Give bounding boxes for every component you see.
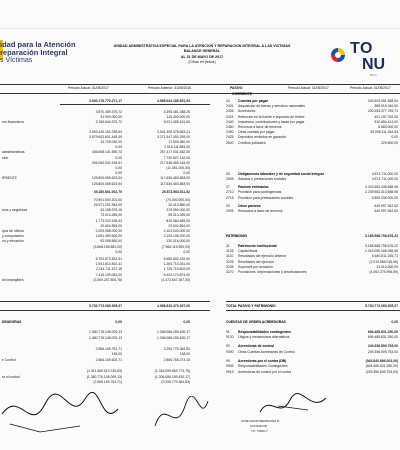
asset-row-current: 2.209.088.000,00 [95,229,122,233]
equity-label: Superávit por donación [238,264,273,269]
debtor-row-previous: (3.295.779.384,83) [161,380,190,385]
asset-row-current: 3.579.602.601.448,49 [89,134,122,139]
creditor-code: 9905 [226,364,234,369]
asset-row-current: 39.180.801.002,70 [93,189,122,194]
asset-grand-current: 5.730.773.083.305,37 [89,304,122,308]
liabilities-current-title: CORRIENTE [232,92,252,96]
creditor-label: Acreedoras de control por el contra [238,369,291,374]
asset-total-current: 3.600.176.770.271,17 [89,99,122,103]
asset-row-current: 294.060.031.918,51 [91,160,122,165]
creditor-label: Responsabilidades Contingentes [238,364,288,369]
liability-value: 386.015.340,00 [374,104,398,109]
asset-row-current: 0,00 [115,155,122,160]
liability-code: 24 [226,99,230,103]
asset-row-previous: 815.364.489,00 [166,218,190,223]
creditor-value: 249.356.509.753,00 [367,344,398,349]
liability-code: 2600 [226,140,234,145]
creditor-value: (943.840.666.003,00) [365,358,398,363]
asset-row-previous: 219.050.000,00 [166,208,190,213]
debtor-row-previous: 148,00 [179,352,190,357]
asset-row-current: 63.158.975,16 [100,208,122,213]
creditor-code: 99 [226,358,230,363]
liability-label: Impuestos, contribuciones y tasas por pagar [238,119,305,124]
debtor-row-current: 1.380.776.145.009,13 [89,330,122,334]
logo-line-3: s Víctimas [0,57,33,64]
debtor-row-previous: 3.295.779.384,83 [163,346,190,351]
liability-code: 25 [226,172,230,176]
asset-row-previous: 17.505.380,00 [168,140,190,144]
liability-label: Adquisición de bienes y servicios nacionales [238,104,305,109]
right-col-current-2: Periodo Actual: 31/05/2017 [350,86,391,90]
creditor-value: 694.485.831.250,00 [367,330,398,334]
asset-row-current: 3.593.426.154.785,64 [89,129,122,134]
liability-value: 4.574.711.000,00 [371,177,398,182]
column-header-band [0,84,400,94]
asset-row-previous: 257.417.031.482,50 [159,150,190,155]
liability-label: Cuentas por pagar [238,99,268,103]
total-liabilities-equity-value: 5.730.773.083.305,37 [365,304,398,308]
liability-value: 2.243.483.448.658,98 [365,185,398,190]
asset-row-previous: 5.423.174.874,00 [163,272,190,277]
asset-row-previous: 1.264.714.261,00 [163,262,190,267]
creditor-label: Acreedoras de control [238,344,274,349]
liability-code: 2424 [226,114,234,119]
asset-row-current: 129.800.055.623,54 [91,181,122,186]
debtor-row-current: 1.380.776.145.009,13 [89,335,122,340]
liability-value: 39.005.111.264,93 [370,130,398,135]
creditor-code: 9120 [226,335,234,340]
debtor-row-previous: 2.865.765.274,15 [163,358,190,362]
debtor-row-previous: 1.306.086.159.430,17 [157,330,190,334]
debtor-row-current: 2.566.169.751,71 [95,346,122,351]
liability-label: Depósitos recibidos en garantía [238,135,286,140]
asset-row-previous: 0,00 [183,249,190,254]
asset-row-previous: 6.680.602.420,00 [163,257,190,261]
asset-row-current: 2.244.711.157,18 [95,267,122,272]
asset-row-current: 26.971.291.984,00 [93,203,122,207]
liability-label: Recaudos a favor de terceros [238,208,283,213]
liability-value: 3.500.035.000,00 [371,195,398,200]
asset-row-label: mos y seguridad [2,208,27,213]
equity-code: 3110 [226,254,234,259]
creditor-code: 93 [226,344,230,349]
liability-code: 2425 [226,135,234,140]
asset-row-previous: (70.000.000,00) [166,197,190,202]
report-title: BALANCE GENERAL [183,49,221,54]
liability-label: Obligaciones laborales y de seguridad social integral [238,172,324,176]
debtor-row-current: 148,00 [111,352,122,357]
asset-row-previous: 3.395.481.288,25 [163,110,190,114]
asset-row-previous: 130.016.000,00 [166,239,190,244]
asset-row-label: y computación [2,234,24,239]
asset-row-label: ón y elevación [2,239,24,244]
asset-row-previous: (11.451.000,00) [166,166,190,170]
liability-value: 401.197.762,00 [374,114,398,119]
liability-label: Pasivos estimados [238,185,269,190]
document-header [92,44,312,66]
asset-row-current: (3.866.155.881,00) [93,244,122,249]
asset-row-current: 92.098.850,00 [100,239,122,244]
entity-title: UNIDAD ADMINISTRATIVA ESPECIAL PARA LA ATENCION Y REPARACION INTEGRAL A LAS VICTIMAS [113,44,291,48]
asset-row-previous: 2.105.108.200,00 [163,234,190,239]
signatory-tp: T.P. 73806-T [251,429,268,433]
debtor-orders-title: DEUDORAS [2,320,22,324]
liability-label: Créditos judiciales [238,140,266,145]
asset-row-current: (3.069.257.804,78) [93,277,122,282]
creditor-value: (694.485.831.250,00) [365,364,398,369]
right-col-current: Periodo Actual: 31/05/2017 [288,86,329,90]
asset-row-label: administrativas [2,150,25,155]
gov-logo-line-2: NU [362,56,386,73]
asset-row-current: 0,00 [115,166,122,170]
equity-title: PATRIMONIO [226,234,248,238]
left-col-previous: Periodo Anterior: 31/05/2016 [148,86,192,90]
equity-code: 3225 [226,259,234,264]
liability-value: 6.683.000,00 [378,125,398,129]
liability-code: 27 [226,185,230,190]
equity-value: 23.010.000,00 [376,264,398,269]
creditor-value: 694.485.831.250,00 [367,335,398,340]
creditor-label: Acreedoras por el contra (DB) [238,358,287,363]
gov-logo-small: PA C [370,73,377,77]
equity-code: 31 [226,244,230,248]
total-liabilities-equity-label: TOTAL PASIVO Y PATRIMONIO [226,304,276,308]
government-logo [350,41,400,77]
asset-row-previous: 20.604.854,00 [168,223,190,228]
liability-value: 0,00 [391,135,398,140]
debtor-row-previous: (1.306.086.159.430,17) [154,374,190,379]
equity-label: Resultados del ejercicio anterior [238,254,287,259]
asset-row-label: RRIENTE [2,176,17,181]
asset-row-previous: 1.726.719.802,00 [163,267,190,272]
debtor-row-previous: (1.316.099.663.773,75) [154,369,190,374]
creditor-code: 9915 [226,369,234,374]
left-col-current: Periodo Actual: 31/05/2017 [68,86,109,90]
asset-row-current: 34.709.030,00 [100,140,122,144]
signatory-role: CONTADOR [250,424,267,428]
equity-total: 3.185.568.708.676,22 [365,234,398,238]
asset-row-current: 3.870.489.375,72 [95,110,122,114]
asset-row-previous: 2.916.111.883,00 [164,145,190,150]
right-section-title: PASIVO [230,86,243,90]
liability-label: Provisión para prestaciones sociales [238,195,294,200]
liability-label: Provisión para contingencias [238,190,282,195]
asset-row-previous: 3.541.399.378.653,21 [157,129,190,134]
equity-code: 3235 [226,264,234,269]
asset-row-previous: 3.271.547.350.259,00 [157,134,190,139]
liability-code: 2710 [226,190,234,195]
debtor-row-label: e Control [2,358,16,362]
creditor-value: (249.356.509.753,00) [365,369,398,374]
liability-code: 2505 [226,177,234,182]
colombia-emblem-icon [331,48,345,62]
creditor-orders-value: 0,00 [391,320,398,324]
asset-row-previous: 115.400.000,00 [166,115,190,120]
asset-row-previous: 117.636.483.883,00 [160,181,190,186]
asset-row-current: 0,00 [115,145,122,150]
equity-code: 3105 [226,249,234,254]
asset-row-current: 5.794.873.831,91 [95,257,122,261]
liability-value: 640.997.942,62 [374,203,398,208]
liability-label: Acreedores [238,109,256,114]
equity-label: Resultados del ejercicio [238,259,274,264]
unit-logo [0,41,80,65]
liability-value: 240.503.051.568,64 [367,99,398,103]
equity-value: (2.019.566.015,56) [369,259,398,264]
equity-value: (4.492.275.996,89) [369,270,398,274]
creditor-label: Litigios y mecanismos alternativos [238,335,290,340]
debtor-row-current: (1.380.776.145.009,13) [86,374,122,379]
liability-code: 2490 [226,130,234,135]
asset-row-previous: (7.966.119.900,00) [161,244,190,249]
asset-row-current: 129.800.055.623,54 [91,176,122,181]
equity-value: 6.640.811.155,71 [371,254,398,259]
asset-row-current: 7.419.109.081,00 [95,272,122,277]
liability-value: 640.997.942,62 [374,208,398,213]
asset-row-label: ión intangibles [2,277,24,282]
creditor-orders-title: CUENTAS DE ORDEN ACREEDORAS [226,320,286,324]
asset-row-current: 1.591.459.600,00 [95,234,122,239]
left-rule-total [0,301,210,302]
creditor-value: 249.356.509.753,00 [367,349,398,354]
equity-label: Capital fiscal [238,249,258,254]
asset-row-previous: 117.636.483.883,00 [160,176,190,181]
debtor-orders-previous: 0,00 [183,320,190,324]
accountant-signature [258,392,328,422]
asset-row-label: ros financieros [2,120,25,125]
asset-row-previous: 5.021.485.161,60 [163,120,190,125]
asset-grand-previous: 4.968.820.473.207,00 [157,304,190,308]
asset-row-previous: 20.413.880,00 [168,203,190,207]
right-rule-total [226,301,400,302]
middle-signature [150,396,210,436]
equity-value: 1.018.050.166.058,56 [365,249,398,254]
signatory-name: JOSE DAVID BERMUDEZ R. [241,419,281,423]
liability-code: 2460 [226,125,234,129]
asset-row-current: 3.765.644.375,72 [95,120,122,125]
debtor-row-previous: 1.306.086.159.430,17 [157,335,190,340]
asset-row-previous: 0,00 [183,171,190,176]
debtor-row-current: 2.566.169.604,71 [95,358,122,362]
asset-row-current: 70.901.500.201,00 [93,197,122,202]
liability-code: 29 [226,203,230,208]
asset-row-previous: 7.730.827.132,00 [163,155,190,160]
creditor-code: 9390 [226,349,234,354]
asset-row-previous: 217.536.469.145,00 [159,160,190,165]
creditor-label: Otras Cuentas Acreedoras de Control [238,349,295,354]
equity-label: Patrimonio institucional [238,244,277,248]
creditor-label: Responsabilidades contingentes [238,330,291,334]
liability-code: 2401 [226,104,234,109]
liability-code: 2406 [226,109,234,114]
liability-value: 229.600,00 [381,140,398,145]
liability-label: Recursos a favor de terceros [238,125,282,129]
liability-value: 2.239.983.413.658,98 [365,190,398,195]
liability-code: 2440 [226,119,234,124]
asset-row-current: 73.013.289,00 [100,213,122,218]
logo-line-1: idad para la Atención [0,40,76,49]
asset-row-current: 41.900.000,00 [100,115,122,120]
asset-row-current: 436.658.141.559,73 [91,150,122,155]
equity-label: Provisiones, depreciaciones y amortizaciones [238,270,307,274]
debtor-row-current: (2.566.169.751,71) [93,380,122,385]
asset-row-previous: 25.873.963.511,52 [161,189,190,194]
left-signature [0,384,120,450]
liability-value: 200.263.377.789,71 [367,109,398,114]
liability-value: 4.574.711.000,00 [371,172,398,176]
equity-code: 3270 [226,270,234,274]
asset-row-previous: 59.313.289,00 [168,213,190,218]
asset-row-current: 0,00 [115,171,122,176]
asset-row-previous: (1.472.847.367,00) [161,277,190,282]
gov-logo-line-1: TO [350,40,373,57]
liability-label: Salarios y prestaciones sociales [238,177,287,182]
left-rule-total-2 [0,310,210,311]
asset-row-label: ción [2,155,9,160]
asset-row-label: ipos de oficina [2,229,24,233]
liability-label: Otras cuentas por pagar [238,130,275,135]
liability-code: 2905 [226,208,234,213]
asset-row-current: 20.604.854,00 [100,223,122,228]
report-units: (Cifras en pesos) [188,60,216,65]
liability-value: 910.654.414,00 [374,119,398,124]
debtor-row-current: (1.311.369.013.749,83) [86,369,122,374]
liability-code: 2715 [226,195,234,200]
page-top-edge [0,28,400,29]
left-rule-top [60,104,210,105]
debtor-orders-current: 0,00 [115,320,122,324]
liability-label: Otros pasivos [238,203,261,208]
logo-line-2: reparación Integral [0,48,68,57]
liability-label: Retención en la fuente e impuesto de timbre [238,114,305,119]
right-rule-total-2 [226,310,400,311]
asset-row-current: 1.541.814.802,41 [95,262,122,267]
report-date: AL 31 DE MAYO DE 2017 [180,54,224,59]
asset-total-previous: 4.969.944.188.551,54 [157,99,190,103]
asset-row-current: 0,00 [115,249,122,254]
debtor-row-label: ra el control [2,374,20,379]
asset-row-previous: 2.103.000.000,00 [163,229,190,233]
asset-row-current: 1.773.023.159,43 [95,218,122,223]
creditor-code: 91 [226,330,230,334]
equity-value: 3.185.568.708.676,22 [365,244,398,248]
